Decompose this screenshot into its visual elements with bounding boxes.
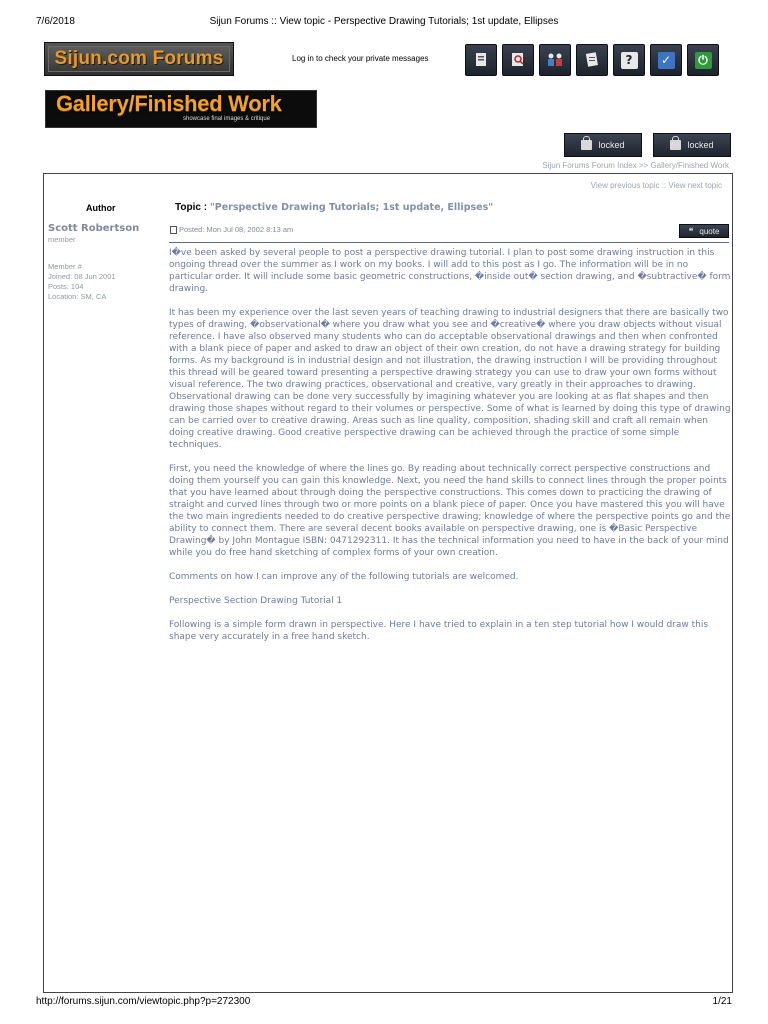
post-divider: [169, 242, 729, 243]
logo-text: Sijun.com Forums: [54, 48, 224, 69]
faq-icon[interactable]: ?: [613, 44, 645, 76]
banner-subtitle: showcase final images & critique: [183, 116, 271, 122]
profile-icon[interactable]: ✓: [650, 44, 682, 76]
topic-nav-links[interactable]: View previous topic :: View next topic: [590, 181, 722, 190]
post-paragraph: It has been my experience over the last seven years of teaching drawing to industrial designers that there are basically two types of drawing, �observational� where you draw what you see and �creative� where you draw objects without visual reference. I have also observed many students who can do acceptable observational drawings and then when confronted with a blank piece of paper and asked to draw an object of their own creation, do not have a drawing strategy for building forms. As my background is in industrial design and not illustration, the drawing instruction I will be providing throughout this thread will be geared toward presenting a perspective drawing strategy you can use to draw your own forms without visual reference. The two drawing practices, observational and creative, vary greatly in their approaches to drawing. Observational drawing can be done very successfully by imagining whatever you are looking at as flat shapes and then drawing those shapes without regard to their volumes or perspective. Some of what is learned by doing this type of drawing can be carried over to creative drawing. Areas such as line quality, composition, shading skill and craft all remain when doing creative drawing. Good creative perspective drawing can be achieved through the practice of some simple techniques.: [169, 308, 731, 450]
topic-label: Topic :: [175, 202, 208, 213]
posted-text: Posted: Mon Jul 08, 2002 8:13 am: [179, 225, 294, 234]
top-icon-bar: [465, 44, 719, 76]
topic-panel: [43, 173, 733, 993]
breadcrumb[interactable]: Sijun Forums Forum Index >> Gallery/Finished Work: [542, 161, 729, 170]
print-date: 7/6/2018: [36, 16, 75, 27]
topic-title: "Perspective Drawing Tutorials; 1st update, Ellipses": [209, 202, 494, 213]
print-header: [36, 16, 732, 30]
search-icon[interactable]: [502, 44, 534, 76]
print-page-number: 1/21: [712, 996, 732, 1007]
post-body: [169, 247, 731, 655]
locked-label: locked: [687, 140, 714, 150]
post-paragraph: First, you need the knowledge of where the lines go. By reading about technically correct perspective constructions and doing them yourself you can gain this knowledge. Next, you need the hand skills to connect lines through the proper points that you have learned about through doing the perspective constructions. This comes down to practicing the drawing of straight and curved lines through two or more points on a blank piece of paper. Once you have mastered this you will have the two main ingredients needed to do creative perspective drawing; knowledge of where the perspective points go and the ability to connect them. There are several decent books available on perspective drawing, one is �Basic Perspective Drawing� by John Montague ISBN: 0471292311. It has the technical information you need to have in the back of your mind while you do free hand sketching of complex forms of your own creation.: [169, 464, 731, 558]
post-author-name[interactable]: Scott Robertson: [48, 223, 140, 234]
post-author-rank: member: [48, 235, 76, 244]
forum-banner[interactable]: [45, 90, 317, 128]
member-number: Member #: [48, 262, 82, 271]
post-paragraph: Following is a simple form drawn in perspective. Here I have tried to explain in a ten step tutorial how I would draw this shape very accurately in a free hand sketch.: [169, 620, 709, 642]
locked-label: locked: [598, 140, 625, 150]
post-timestamp: [170, 225, 293, 234]
post-paragraph: I�ve been asked by several people to post a perspective drawing tutorial. I plan to post some drawing instruction in this ongoing thread over the summer as I work on my books. I will add to this post as I go. The information will be in no particular order. It will include some basic geometric constructions, �inside out� section drawing, and �subtractive� form drawing.: [169, 248, 731, 294]
author-location: Location: SM, CA: [48, 292, 107, 301]
register-icon[interactable]: [465, 44, 497, 76]
quote-icon: ❝: [688, 225, 694, 236]
locked-reply-button[interactable]: [653, 133, 731, 157]
login-message-link[interactable]: Log in to check your private messages: [292, 54, 429, 63]
quote-button[interactable]: [679, 224, 729, 238]
quote-label: quote: [699, 226, 720, 236]
post-icon: [170, 226, 177, 234]
usergroups-icon[interactable]: [576, 44, 608, 76]
forum-logo[interactable]: [44, 42, 234, 76]
memberlist-icon[interactable]: [539, 44, 571, 76]
post-count: Posts: 104: [48, 282, 84, 291]
print-title: Sijun Forums :: View topic - Perspective Drawing Tutorials; 1st update, Ellipses: [209, 16, 559, 27]
post-author-meta: [48, 262, 116, 302]
banner-title: Gallery/Finished Work: [56, 91, 282, 116]
lock-icon: [581, 140, 592, 150]
author-column-header: Author: [86, 203, 116, 213]
login-icon[interactable]: ⏻: [687, 44, 719, 76]
topic-header: [175, 202, 493, 213]
print-footer: [36, 996, 732, 1010]
post-paragraph: Perspective Section Drawing Tutorial 1: [169, 596, 343, 606]
joined-date: Joined: 08 Jun 2001: [48, 272, 116, 281]
lock-icon: [670, 140, 681, 150]
locked-new-topic-button[interactable]: [564, 133, 642, 157]
post-paragraph: Comments on how I can improve any of the following tutorials are welcomed.: [169, 572, 519, 582]
print-url: http://forums.sijun.com/viewtopic.php?p=272300: [36, 996, 251, 1007]
